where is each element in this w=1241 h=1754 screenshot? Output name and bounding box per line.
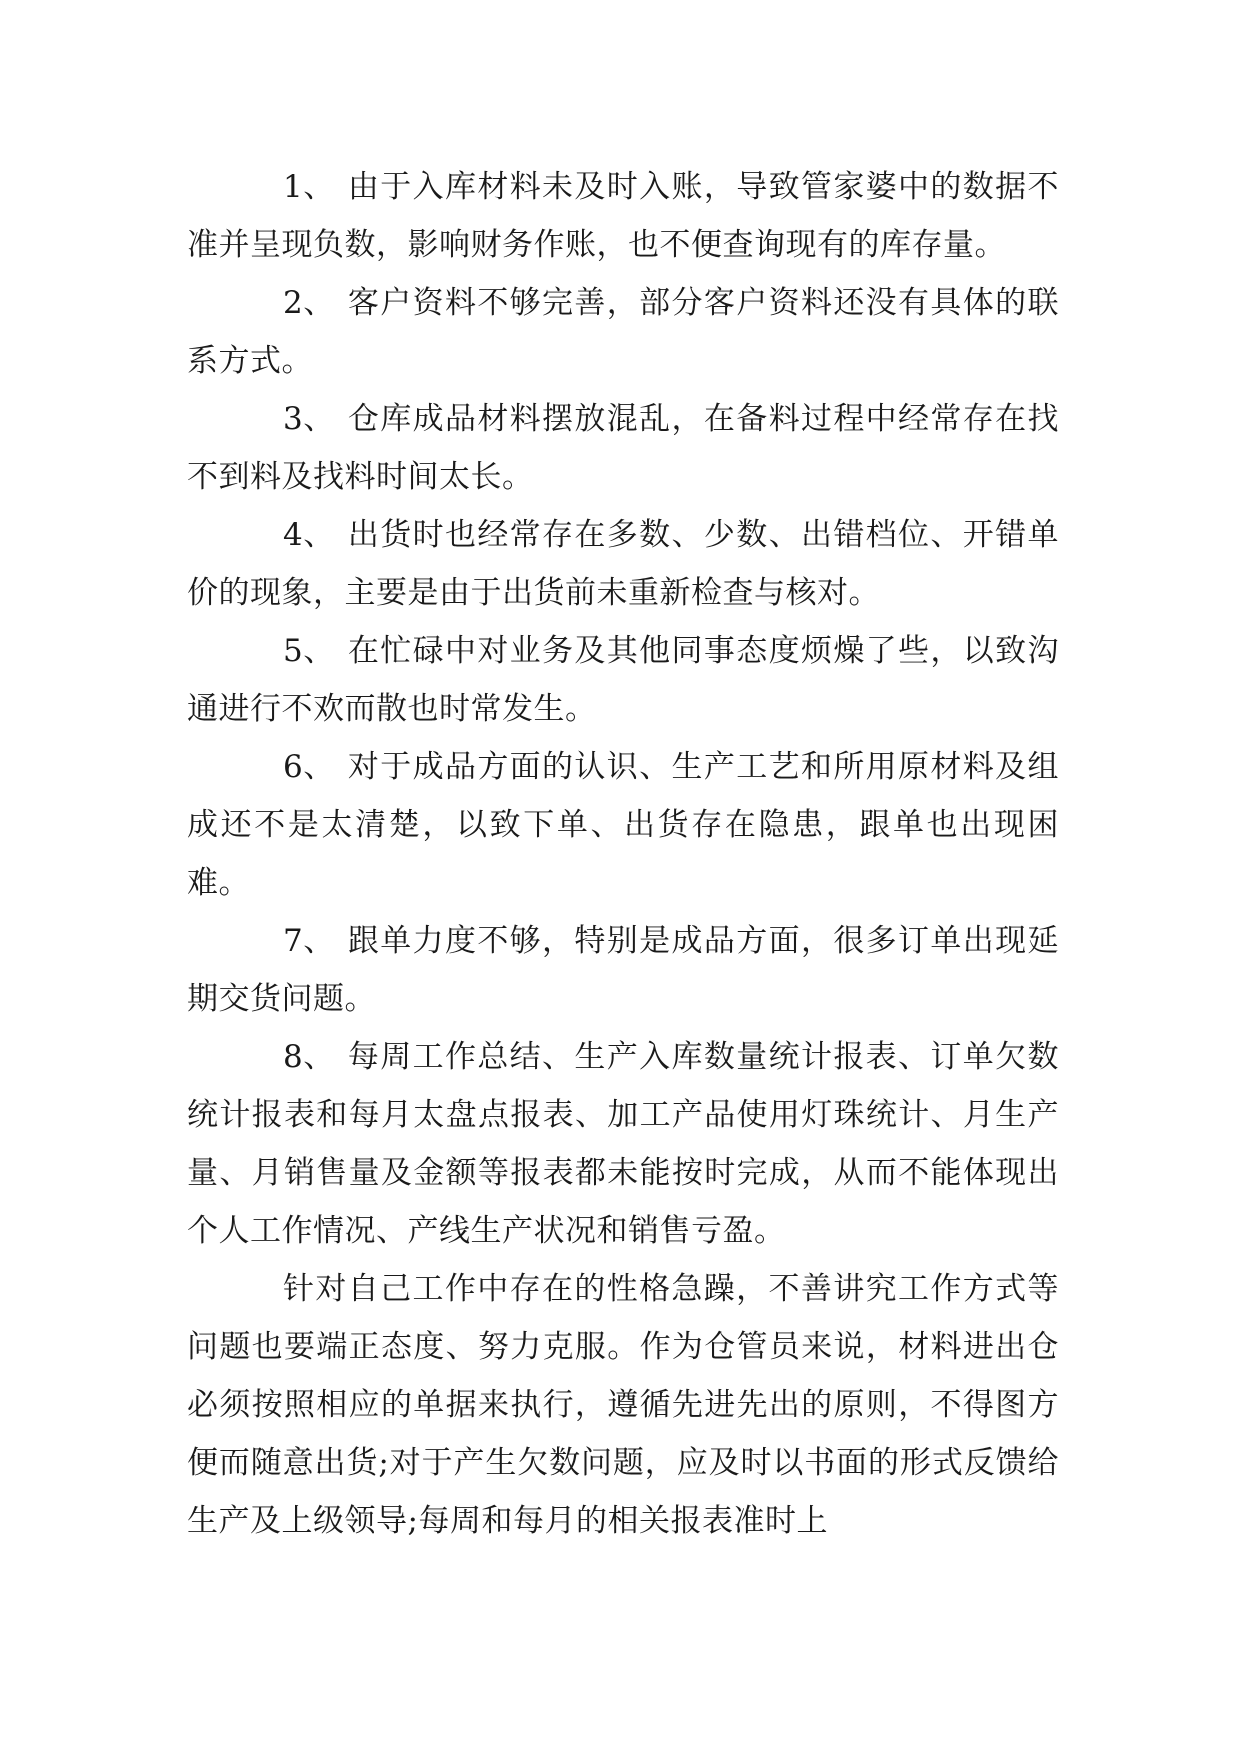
list-item bbox=[187, 622, 1059, 738]
list-item bbox=[187, 158, 1059, 274]
item-text: 对于成品方面的认识、生产工艺和所用原材料及组成还不是太清楚，以致下单、出货存在隐患，跟单也出现困难。 bbox=[187, 749, 1059, 901]
item-number: 4、 bbox=[283, 517, 335, 553]
item-text: 每周工作总结、生产入库数量统计报表、订单欠数统计报表和每月太盘点报表、加工产品使用灯珠统计、月生产量、月销售量及金额等报表都未能按时完成，从而不能体现出个人工作情况、产线生产状况和销售亏盈。 bbox=[187, 1039, 1059, 1249]
list-item bbox=[187, 738, 1059, 912]
document-body bbox=[187, 158, 1059, 1550]
list-item bbox=[187, 506, 1059, 622]
item-text: 客户资料不够完善，部分客户资料还没有具体的联系方式。 bbox=[187, 285, 1059, 379]
item-text: 仓库成品材料摆放混乱，在备料过程中经常存在找不到料及找料时间太长。 bbox=[187, 401, 1059, 495]
item-text: 出货时也经常存在多数、少数、出错档位、开错单价的现象，主要是由于出货前未重新检查与核对。 bbox=[187, 517, 1059, 611]
list-item bbox=[187, 390, 1059, 506]
list-item bbox=[187, 274, 1059, 390]
item-number: 3、 bbox=[283, 401, 335, 437]
item-number: 7、 bbox=[283, 923, 335, 959]
closing-paragraph: 针对自己工作中存在的性格急躁，不善讲究工作方式等问题也要端正态度、努力克服。作为仓管员来说，材料进出仓必须按照相应的单据来执行，遵循先进先出的原则，不得图方便而随意出货;对于产生欠数问题，应及时以书面的形式反馈给生产及上级领导;每周和每月的相关报表准时上 bbox=[187, 1271, 1059, 1539]
item-text: 跟单力度不够，特别是成品方面，很多订单出现延期交货问题。 bbox=[187, 923, 1059, 1017]
item-number: 8、 bbox=[283, 1039, 335, 1075]
list-item bbox=[187, 912, 1059, 1028]
item-text: 在忙碌中对业务及其他同事态度烦燥了些，以致沟通进行不欢而散也时常发生。 bbox=[187, 633, 1059, 727]
item-number: 6、 bbox=[283, 749, 335, 785]
item-number: 5、 bbox=[283, 633, 335, 669]
item-text: 由于入库材料未及时入账，导致管家婆中的数据不准并呈现负数，影响财务作账，也不便查询现有的库存量。 bbox=[187, 169, 1059, 263]
item-number: 2、 bbox=[283, 285, 335, 321]
item-number: 1、 bbox=[283, 169, 335, 205]
list-item bbox=[187, 1028, 1059, 1260]
